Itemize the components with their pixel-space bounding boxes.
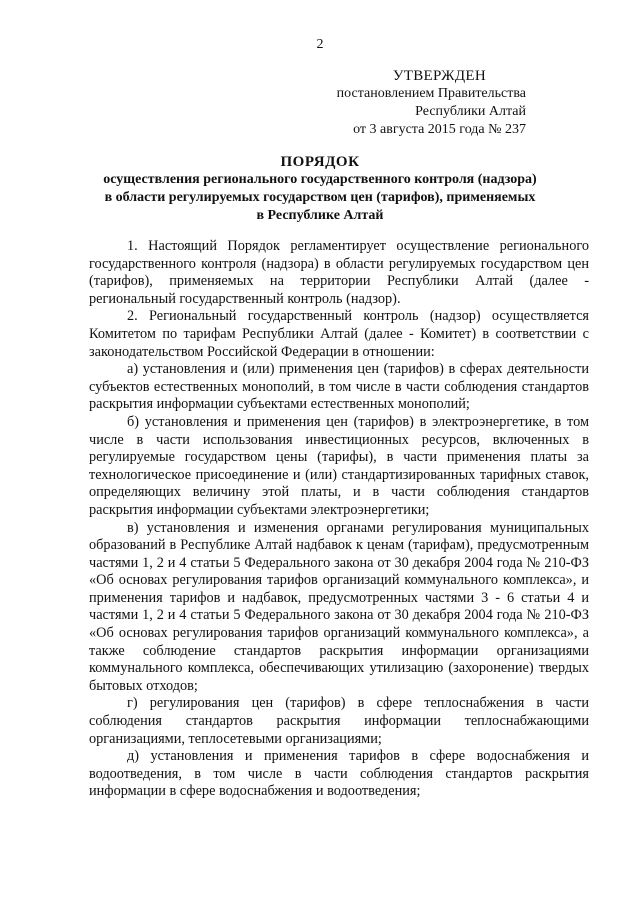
page-number: 2 <box>316 37 324 52</box>
approval-line-2: постановлением Правительства <box>336 86 526 101</box>
paragraph-2c: в) установления и изменения органами регулирования муниципальных образований в Республике Алтай надбавок к ценам (тарифам), предусмотренным частями 1, 2 и 4 статьи 5 Федерального закона от 30 декабря 2004 года № 210-ФЗ «Об основах регулирования тарифов организаций коммунального комплекса», и применения тарифов и надбавок, предусмотренных частями 3 - 6 статьи 4 и частями 1, 2 и 4 статьи 5 Федерального закона от 30 декабря 2004 года № 210-ФЗ «Об основах регулирования тарифов организаций коммунального комплекса», а также соблюдение стандартов раскрытия информации организациями коммунального комплекса, обеспечивающих утилизацию (захоронение) твердых бытовых отходов; <box>89 519 589 694</box>
paragraph-2d: г) регулирования цен (тарифов) в сфере теплоснабжения в части соблюдения стандартов раскрытия информации теплоснабжающими организациями, теплосетевыми организациями; <box>89 695 589 747</box>
approval-heading: УТВЕРЖДЕН <box>392 68 486 84</box>
document-body <box>89 238 589 801</box>
paragraph-2b: б) установления и применения цен (тарифов) в электроэнергетике, в том числе в части использования инвестиционных ресурсов, включенных в регулируемые государством цены (тарифы), в части применения платы за технологическое присоединение и (или) стандартизированных тарифных ставок, определяющих величину этой платы, и в части соблюдения стандартов раскрытия информации субъектами электроэнергетики; <box>89 413 589 518</box>
approval-stamp <box>337 67 526 139</box>
title-line-3: в области регулируемых государством цен (тарифов), применяемых <box>104 190 536 205</box>
paragraph-2a: а) установления и (или) применения цен (тарифов) в сферах деятельности субъектов естественных монополий, в том числе в части соблюдения стандартов раскрытия информации субъектами естественных монополий; <box>89 361 589 413</box>
document-title <box>0 153 640 225</box>
title-line-2: осуществления регионального государственного контроля (надзора) <box>103 172 537 187</box>
title-line-1: ПОРЯДОК <box>280 154 360 170</box>
approval-line-4: от 3 августа 2015 года № 237 <box>353 122 526 137</box>
approval-line-3: Республики Алтай <box>415 104 526 119</box>
title-line-4: в Республике Алтай <box>256 208 384 223</box>
paragraph-2: 2. Региональный государственный контроль (надзор) осуществляется Комитетом по тарифам Республики Алтай (далее - Комитет) в соответствии с законодательством Российской Федерации в отношении: <box>89 308 589 360</box>
paragraph-2e: д) установления и применения тарифов в сфере водоснабжения и водоотведения, в том числе в части соблюдения стандартов раскрытия информации в сфере водоснабжения и водоотведения; <box>89 748 589 800</box>
paragraph-1: 1. Настоящий Порядок регламентирует осуществление регионального государственного контроля (надзора) в области регулируемых государством цен (тарифов), применяемых на территории Республики Алтай (далее - региональный государственный контроль (надзор). <box>89 238 589 307</box>
